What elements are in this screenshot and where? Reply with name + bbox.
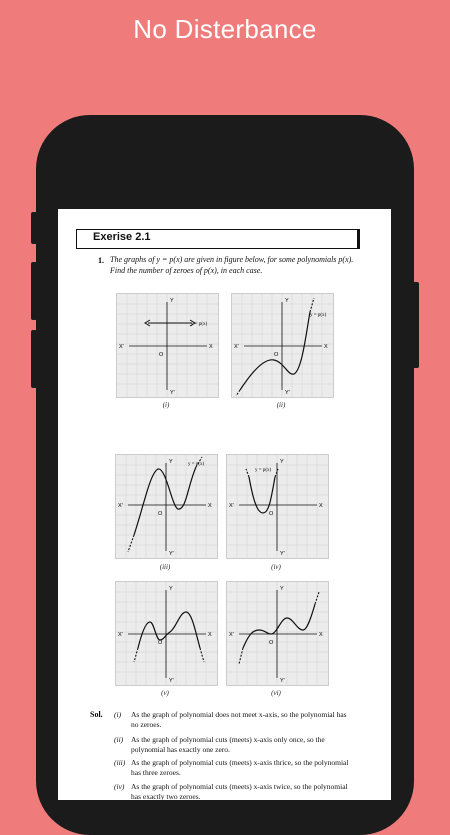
axis-label-x: X [208, 503, 212, 509]
solution-label: Sol. [90, 710, 103, 719]
axis-label-x-prime: X' [119, 344, 124, 350]
axis-label-x-prime: X' [229, 503, 234, 509]
solution-item-number: (ii) [114, 735, 124, 744]
axis-label-x: X [324, 344, 328, 350]
caption-i: (i) [162, 401, 170, 409]
polynomial-curve [243, 604, 315, 648]
axis-label-x-prime: X' [118, 632, 123, 638]
origin-label: O [274, 352, 279, 358]
graph-v [115, 581, 218, 686]
axis-label-y: Y [280, 459, 284, 465]
caption-v: (v) [161, 689, 169, 697]
axis-label-x-prime: X' [229, 632, 234, 638]
polynomial-curve [138, 612, 200, 648]
solution-item-number: (iii) [114, 758, 126, 767]
graph-iii [115, 454, 218, 559]
solution-item-text: As the graph of polynomial cuts (meets) x-axis thrice, so the polynomial has three zeroes. [131, 758, 349, 777]
graph-vi-plot [227, 582, 328, 685]
caption-vi: (vi) [271, 689, 281, 697]
graph-vi [226, 581, 329, 686]
axis-label-y-prime: Y' [280, 551, 285, 557]
caption-ii: (ii) [276, 401, 286, 409]
curve-label: y = p(x) [188, 462, 205, 467]
graph-i-plot [117, 294, 218, 397]
grid [117, 294, 218, 397]
caption-iv: (iv) [271, 563, 281, 571]
axis-label-y: Y [169, 459, 173, 465]
axis-label-x-prime: X' [234, 344, 239, 350]
graph-v-plot [116, 582, 217, 685]
caption-iii: (iii) [159, 563, 171, 571]
solution-item-number: (i) [114, 710, 122, 719]
grid [232, 294, 333, 397]
exercise-title: Exerise 2.1 [93, 231, 151, 243]
origin-label: O [159, 352, 164, 358]
axis-label-x: X [319, 632, 323, 638]
axis-label-x: X [209, 344, 213, 350]
solution-item-text: As the graph of polynomial cuts (meets) x-axis twice, so the polynomial has exactly two zeroes. [131, 782, 348, 800]
graph-iii-plot [116, 455, 217, 558]
exercise-header [76, 229, 360, 249]
origin-label: O [158, 640, 163, 646]
axis-label-y-prime: Y' [169, 678, 174, 684]
axis-label-y-prime: Y' [169, 551, 174, 557]
graph-i [116, 293, 219, 398]
curve-label: y = p(x) [255, 468, 272, 473]
axis-label-y-prime: Y' [170, 390, 175, 396]
axis-label-x: X [208, 632, 212, 638]
graph-ii-plot [232, 294, 333, 397]
solution-item-text: As the graph of polynomial does not meet x-axis, so the polynomial has no zeroes. [131, 710, 347, 729]
axis-label-y: Y [169, 586, 173, 592]
origin-label: O [158, 511, 163, 517]
axis-label-y-prime: Y' [280, 678, 285, 684]
axis-label-x-prime: X' [118, 503, 123, 509]
question-number: 1. [98, 256, 104, 265]
axis-label-y: Y [170, 298, 174, 304]
promo-title: No Disterbance [133, 14, 317, 44]
grid [227, 582, 328, 685]
curve-label: y = p(x) [310, 313, 327, 318]
polynomial-curve [240, 312, 310, 390]
axis-label-y: Y [280, 586, 284, 592]
origin-label: O [269, 640, 274, 646]
solution-item-text: As the graph of polynomial cuts (meets) x-axis only once, so the polynomial has exactly one zero. [131, 735, 325, 754]
axis-label-y: Y [285, 298, 289, 304]
graph-ii [231, 293, 334, 398]
axis-label-x: X [319, 503, 323, 509]
question-text: The graphs of y = p(x) are given in figure below, for some polynomials p(x). Find the number of zeroes of p(x), in each case. [110, 255, 354, 275]
solution-item-number: (iv) [114, 782, 125, 791]
origin-label: O [269, 511, 274, 517]
grid [116, 582, 217, 685]
document-page[interactable] [58, 209, 391, 800]
curve-label: y = p(x) [191, 322, 208, 327]
graph-iv [226, 454, 329, 559]
axis-label-y-prime: Y' [285, 390, 290, 396]
graph-iv-plot [227, 455, 328, 558]
